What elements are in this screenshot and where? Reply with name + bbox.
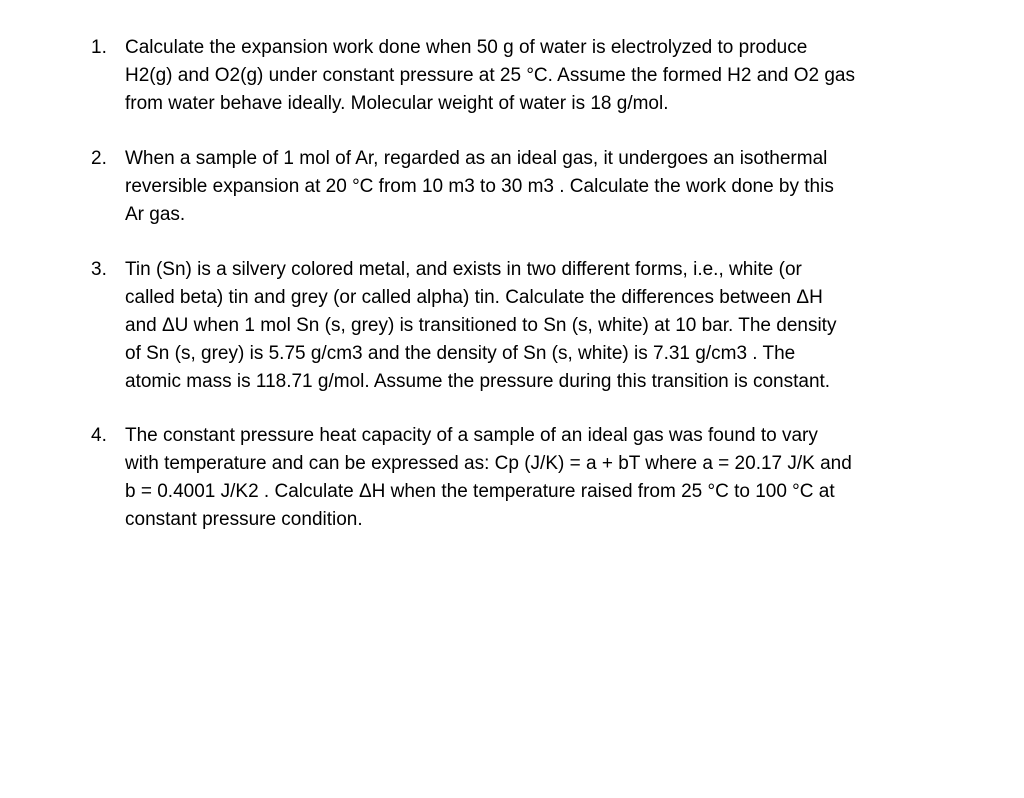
question-item-2 [91, 145, 921, 229]
question-number: 4. [91, 425, 107, 446]
question-item-3 [91, 256, 921, 396]
question-text: Tin (Sn) is a silvery colored metal, and exists in two different forms, i.e., white (or called beta) tin and grey (or called alpha) tin. Calculate the differences between ΔH and ΔU when 1 mol Sn (s, grey) is transitioned to Sn (s, white) at 10 bar. The density of Sn (s, grey) is 5.75 g/cm3 and the density of Sn (s, white) is 7.31 g/cm3 . The atomic mass is 118.71 g/mol. Assume the pressure during this transition is constant. [125, 259, 837, 392]
question-number: 1. [91, 37, 107, 58]
question-number: 3. [91, 259, 107, 280]
question-text: When a sample of 1 mol of Ar, regarded as an ideal gas, it undergoes an isothermal reversible expansion at 20 °C from 10 m3 to 30 m3 . Calculate the work done by this Ar gas. [125, 148, 834, 225]
question-text: The constant pressure heat capacity of a sample of an ideal gas was found to vary with temperature and can be expressed as: Cp (J/K) = a + bT where a = 20.17 J/K and b = 0.4001 J/K2 . Calculate ΔH when the temperature raised from 25 °C to 100 °C at constant pressure condition. [125, 425, 852, 530]
question-list [91, 34, 921, 561]
question-text: Calculate the expansion work done when 50 g of water is electrolyzed to produce H2(g) and O2(g) under constant pressure at 25 °C. Assume the formed H2 and O2 gas from water behave ideally. Molecular weight of water is 18 g/mol. [125, 37, 855, 114]
question-number: 2. [91, 148, 107, 169]
question-item-4 [91, 422, 921, 534]
question-item-1 [91, 34, 921, 118]
